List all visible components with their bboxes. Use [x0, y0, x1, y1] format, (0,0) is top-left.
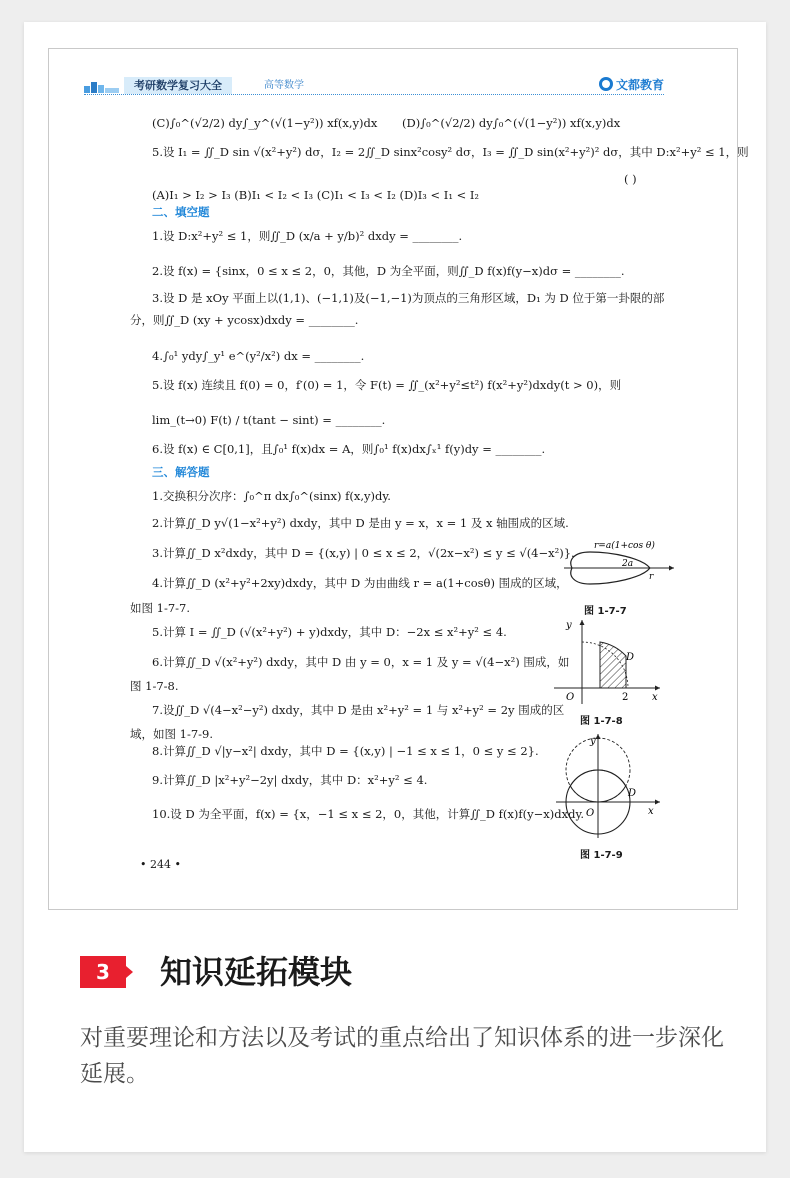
fill-5-cont: lim_(t→0) F(t) / t(tant − sint) = ________. [152, 413, 386, 427]
fill-2: 2.设 f(x) = {sinx，0 ≤ x ≤ 2，0，其他，D 为全平面，则∬_D f(x)f(y−x)dσ = ________. [152, 264, 625, 278]
badge-arrow-icon [126, 966, 133, 978]
question-5-options: (A)I₁ > I₂ > I₃ (B)I₁ < I₂ < I₃ (C)I₁ < I₃ < I₂ (D)I₃ < I₁ < I₂ [152, 188, 480, 202]
x-axis-label-2: x [648, 806, 654, 817]
page-number: • 244 • [140, 858, 181, 871]
header-rule [84, 94, 664, 95]
question-5: 5.设 I₁ = ∬_D sin √(x²+y²) dσ，I₂ = 2∬_D sinx²cosy² dσ，I₃ = ∬_D sin(x²+y²)² dσ，其中 D:x²+y² ≤ 1，则 [152, 145, 749, 159]
option-d: (D)∫₀^(√2/2) dy∫₀^(√(1−y²)) xf(x,y)dx [402, 116, 621, 130]
figure-quarter-region [552, 616, 664, 706]
caption-fig-1-7-7: 图 1-7-7 [584, 606, 627, 617]
answer-8: 8.计算∬_D √|y−x²| dxdy，其中 D = {(x,y) | −1 ≤ x ≤ 1，0 ≤ y ≤ 2}. [152, 744, 539, 758]
brand-logo [599, 77, 664, 94]
answer-9: 9.计算∬_D |x²+y²−2y| dxdy，其中 D：x²+y² ≤ 4. [152, 773, 428, 787]
fill-3: 3.设 D 是 xOy 平面上以(1,1)、(−1,1)及(−1,−1)为顶点的三角形区域，D₁ 为 D 位于第一卦限的部 [152, 291, 665, 305]
y-axis-label: y [566, 620, 572, 631]
fill-6: 6.设 f(x) ∈ C[0,1]，且∫₀¹ f(x)dx = A，则∫₀¹ f(x)dx∫ₓ¹ f(y)dy = ________. [152, 442, 546, 456]
answer-3: 3.计算∬_D x²dxdy，其中 D = {(x,y) | 0 ≤ x ≤ 2，√(2x−x²) ≤ y ≤ √(4−x²)}. [152, 546, 575, 560]
fill-1: 1.设 D:x²+y² ≤ 1，则∬_D (x/a + y/b)² dxdy = ________. [152, 229, 463, 243]
x-axis-label: x [652, 692, 658, 703]
answer-7-cont: 域，如图 1-7-9. [130, 727, 214, 741]
brand-circle-icon [599, 77, 613, 91]
figure-cardioid [556, 538, 676, 596]
module-badge [80, 956, 132, 988]
origin-label: O [566, 692, 575, 703]
answer-6-cont: 图 1-7-8. [130, 679, 179, 693]
region-d-label: D [626, 652, 635, 663]
answer-blank: ( ) [624, 172, 637, 186]
fill-3-cont: 分，则∬_D (xy + ycosx)dxdy = ________. [130, 313, 359, 327]
caption-fig-1-7-9: 图 1-7-9 [580, 850, 623, 861]
book-title: 考研数学复习大全 [124, 77, 232, 94]
origin-label-2: O [586, 808, 595, 819]
label-2a: 2a [622, 559, 634, 569]
module-description: 对重要理论和方法以及考试的重点给出了知识体系的进一步深化延展。 [80, 1025, 724, 1087]
answer-4: 4.计算∬_D (x²+y²+2xy)dxdy，其中 D 为由曲线 r = a(1+cosθ) 围成的区域， [152, 576, 568, 590]
answer-6: 6.计算∬_D √(x²+y²) dxdy，其中 D 由 y = 0，x = 1 及 y = √(4−x²) 围成，如 [152, 655, 570, 669]
answer-4-cont: 如图 1-7-7. [130, 601, 191, 615]
answer-7: 7.设∬_D √(4−x²−y²) dxdy，其中 D 是由 x²+y² = 1 与 x²+y² = 2y 围成的区 [152, 703, 565, 717]
answer-2: 2.计算∬_D y√(1−x²+y²) dxdy，其中 D 是由 y = x，x = 1 及 x 轴围成的区域. [152, 516, 569, 530]
region-d-label-2: D [628, 788, 637, 799]
page-header [84, 77, 664, 95]
cardioid-eq: r=a(1+cos θ) [594, 541, 655, 551]
brand-name: 文都教育 [615, 78, 664, 92]
module-number: 3 [80, 956, 126, 988]
axis-r: r [649, 572, 654, 582]
fill-4: 4.∫₀¹ ydy∫_y¹ e^(y²/x²) dx = ________. [152, 349, 365, 363]
figure-two-circles [552, 730, 664, 842]
module-title: 知识延拓模块 [160, 953, 353, 991]
answer-1: 1.交换积分次序：∫₀^π dx∫₀^(sinx) f(x,y)dy. [152, 489, 391, 503]
answer-10: 10.设 D 为全平面，f(x) = {x，−1 ≤ x ≤ 2，0，其他，计算∬_D f(x)f(y−x)dxdy. [152, 807, 585, 821]
section-fill-in: 二、填空题 [152, 205, 210, 219]
subject-label: 高等数学 [264, 80, 304, 91]
caption-fig-1-7-8: 图 1-7-8 [580, 716, 623, 727]
option-c: (C)∫₀^(√2/2) dy∫_y^(√(1−y²)) xf(x,y)dx [152, 116, 378, 130]
answer-5: 5.计算 I = ∬_D (√(x²+y²) + y)dxdy，其中 D：−2x ≤ x²+y² ≤ 4. [152, 625, 507, 639]
tick-2: 2 [622, 692, 629, 703]
section-answer: 三、解答题 [152, 465, 210, 479]
y-axis-label-2: y [590, 736, 596, 747]
books-logo-icon [84, 79, 124, 93]
fill-5: 5.设 f(x) 连续且 f(0) = 0，f′(0) = 1，令 F(t) = ∬_(x²+y²≤t²) f(x²+y²)dxdy(t > 0)，则 [152, 378, 622, 392]
